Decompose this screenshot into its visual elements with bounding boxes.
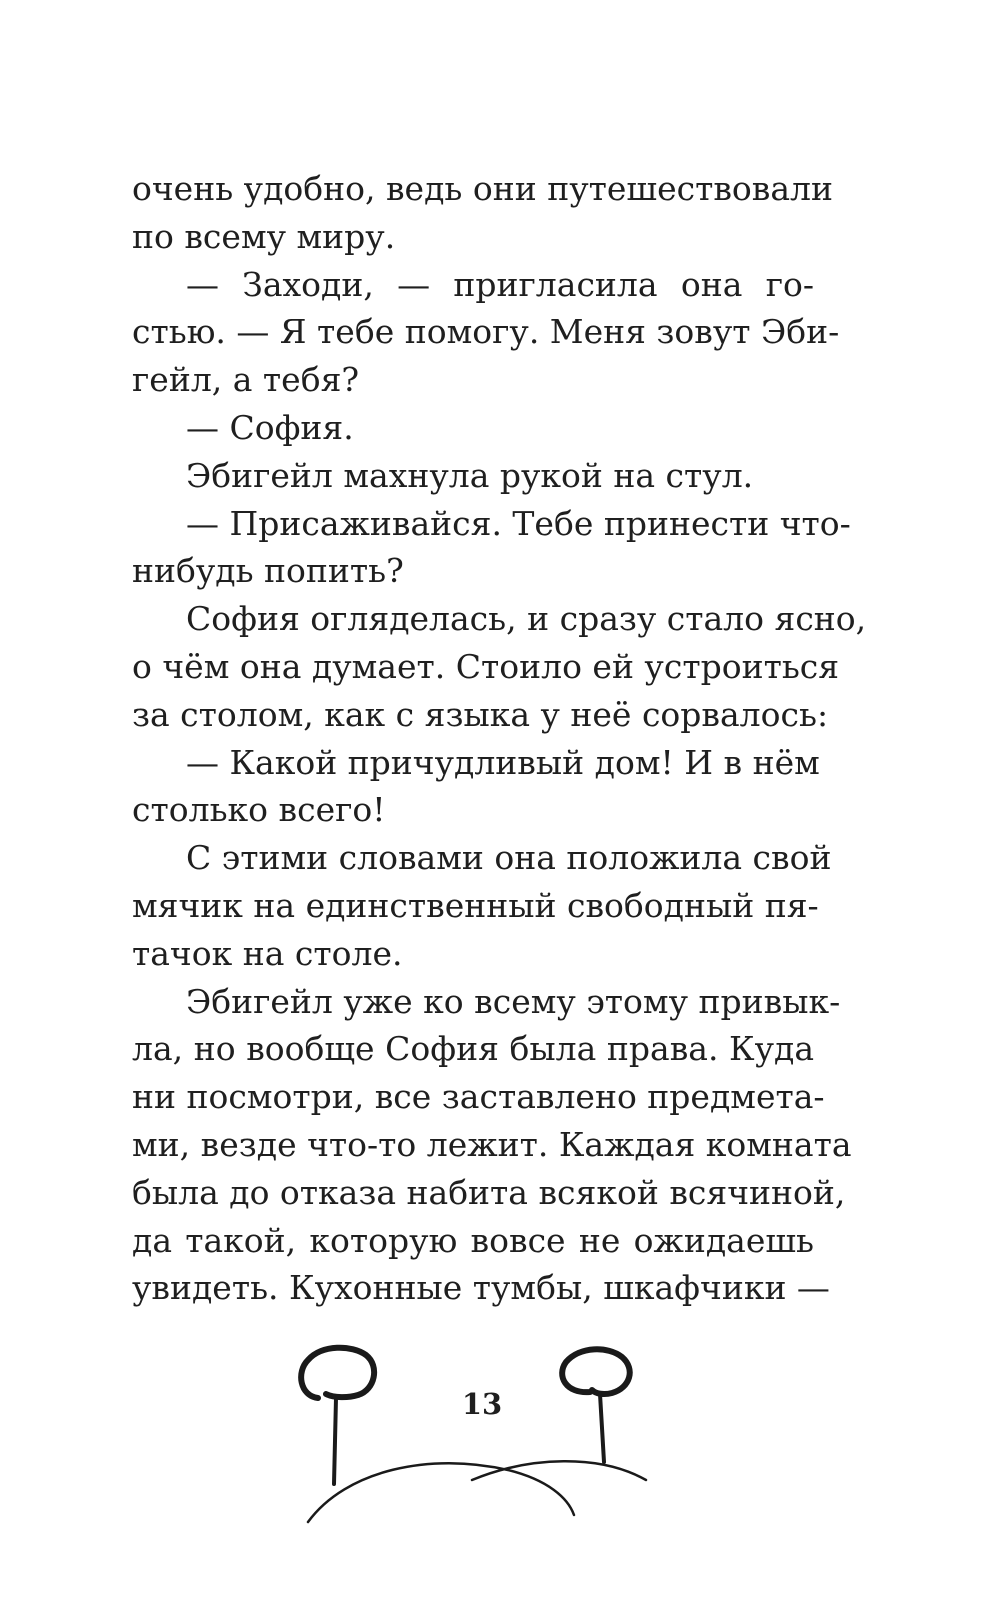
text-line: София огляделась, и сразу стало ясно,	[186, 599, 867, 639]
left-tree-icon	[301, 1348, 374, 1484]
text-line: ми, везде что-то лежит. Каждая комната	[132, 1124, 852, 1164]
text-line: — Заходи, — пригласила она го-	[186, 264, 814, 304]
text-line: С этими словами она положила свой	[186, 838, 832, 878]
text-line: — София.	[186, 407, 354, 447]
text-line: за столом, как с языка у неё сорвалось:	[132, 694, 829, 734]
text-line: тачок на столе.	[132, 933, 403, 973]
text-line: столько всего!	[132, 790, 386, 830]
text-line: гейл, а тебя?	[132, 360, 360, 400]
right-tree-icon	[562, 1349, 630, 1462]
text-line: мячик на единственный свободный пя-	[132, 885, 819, 925]
text-line: по всему миру.	[132, 216, 396, 256]
text-line: Эбигейл уже ко всему этому привык-	[186, 981, 841, 1021]
text-line: стью. — Я тебе помогу. Меня зовут Эби-	[132, 312, 840, 352]
text-line: увидеть. Кухонные тумбы, шкафчики —	[132, 1268, 830, 1308]
text-line: ни посмотри, все заставлено предмета-	[132, 1077, 825, 1117]
text-line: о чём она думает. Стоило ей устроиться	[132, 646, 840, 686]
text-line: нибудь попить?	[132, 551, 404, 591]
page-number: 13	[461, 1387, 503, 1421]
text-line: да такой, которую вовсе не ожидаешь	[132, 1220, 814, 1260]
text-line: Эбигейл махнула рукой на стул.	[186, 455, 754, 495]
text-line: очень удобно, ведь они путешествовали	[132, 169, 834, 208]
text-line: ла, но вообще София была права. Куда	[132, 1029, 814, 1069]
text-line: — Присаживайся. Тебе принести что-	[186, 503, 851, 543]
hills-icon	[308, 1461, 646, 1522]
text-line: — Какой причудливый дом! И в нём	[186, 742, 820, 782]
text-line: была до отказа набита всякой всячиной,	[132, 1172, 846, 1212]
